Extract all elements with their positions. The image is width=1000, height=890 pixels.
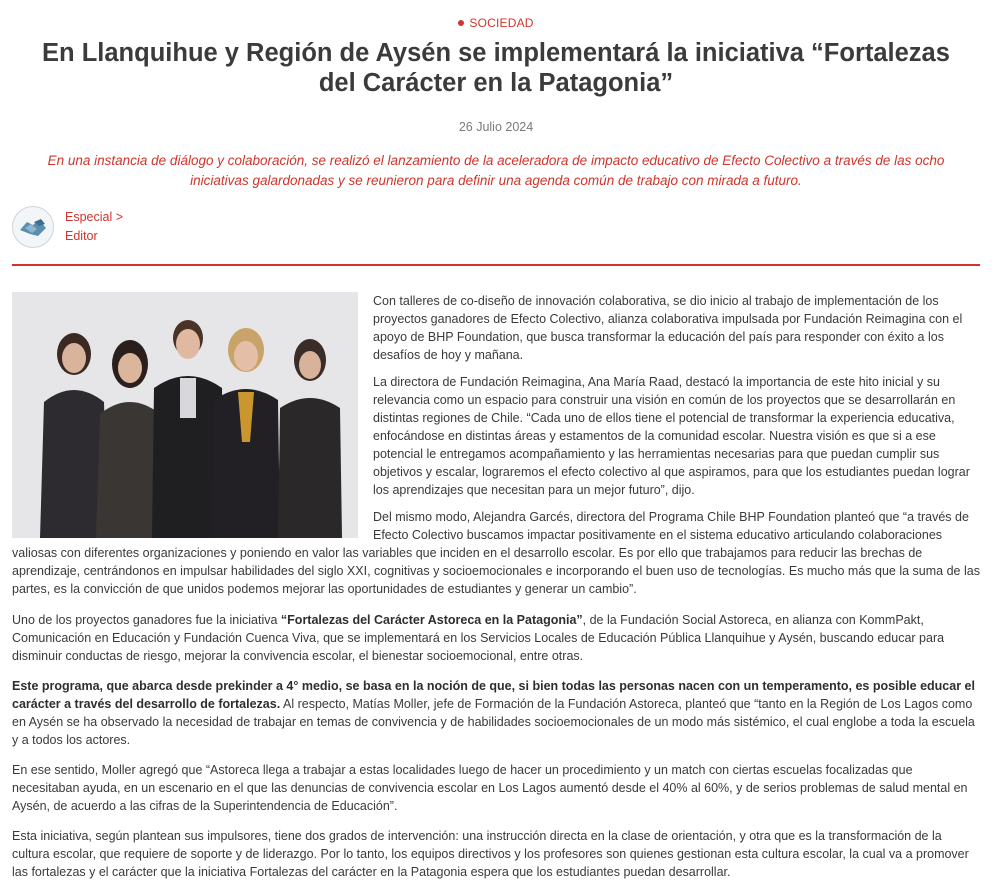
- paragraph: La directora de Fundación Reimagina, Ana María Raad, destacó la importancia de este hito inicial y su relevancia como un espacio para construir una visión en común de los proyectos que se desarrollarán en distintas regiones de Chile. “Cada uno de ellos tiene el potencial de transformar la experiencia educativa, enfocándose en distintas áreas y estamentos de la comunidad escolar. Nuestra visión es que si a ese potencial le entregamos acompañamiento y las herramientas necesarias para que puedan cumplir sus objetivos y escalar, lograremos el efecto colectivo al que aspiramos, para que los estudiantes puedan lograr los aprendizajes que necesitan para un mejor futuro”, dijo.: [373, 375, 970, 497]
- paragraph: En ese sentido, Moller agregó que “Astoreca llega a trabajar a estas localidades luego de hacer un procedimiento y un match con ciertas escuelas focalizadas que necesitaban ayuda, en un escenario en el que las denuncias de convivencia escolar en Los Lagos aumentó desde el 40% al 60%, y de serios problemas de salud mental en Aysén, de acuerdo a las cifras de la Superintendencia de Educación”.: [12, 763, 968, 813]
- author-role: Editor: [65, 229, 98, 243]
- bold-text: “Fortalezas del Carácter Astoreca en la Patagonia”: [280, 613, 583, 627]
- paragraph: Con talleres de co-diseño de innovación colaborativa, se dio inicio al trabajo de implementación de los proyectos ganadores de Efecto Colectivo, alianza colaborativa impulsada por Fundación Reimagina con el apoyo de BHP Foundation, que busca transformar la educación del país para responder con éxito a los desafíos de hoy y mañana.: [373, 294, 963, 362]
- category-link[interactable]: [12, 16, 980, 30]
- article-lead: En una instancia de diálogo y colaboración, se realizó el lanzamiento de la aceleradora de impacto educativo de Efecto Colectivo a través de las ocho iniciativas galardonadas y se reunieron para definir una agenda común de trabajo con mirada a futuro.: [47, 153, 945, 188]
- text-span: Al respecto, Matías Moller, jefe de Formación de la Fundación Astoreca, planteó que “tanto en la Región de Los Lagos como en Aysén se ha observado la necesidad de trabajar en temas de convivencia y de habilidades socioemocionales de un modo más sistémico, el cual englobe a toda la escuela y a todos los actores.: [12, 697, 975, 747]
- handshake-icon[interactable]: [12, 206, 54, 248]
- author-name-link[interactable]: Especial >: [65, 210, 124, 224]
- article-title: En Llanquihue y Región de Aysén se implementará la iniciativa “Fortalezas del Carácter en la Patagonia”: [42, 39, 950, 97]
- paragraph: Esta iniciativa, según plantean sus impulsores, tiene dos grados de intervención: una instrucción directa en la clase de orientación, y otra que es la transformación de la cultura escolar, que requiere de soporte y de liderazgo. Por lo tanto, los equipos directivos y los profesores son quienes gestionan esta cultura escolar, la cual va a promover las fortalezas y el carácter que la iniciativa Fortalezas del carácter en la Patagonia espera que los estudiantes puedan desarrollar.: [12, 829, 969, 879]
- paragraph: [12, 677, 980, 749]
- text-span: Uno de los proyectos ganadores fue la iniciativa: [12, 613, 281, 627]
- bullet-icon: [458, 20, 464, 26]
- publish-date: 26 Julio 2024: [458, 120, 534, 134]
- paragraph: Del mismo modo, Alejandra Garcés, directora del Programa Chile BHP Foundation planteó que “a través de Efecto Colectivo buscamos impactar positivamente en el sistema educativo articulando colaboraciones valiosas con diferentes organizaciones y poniendo en valor las variables que inciden en el desarrollo escolar. Es por ello que trabajamos para reducir las brechas de aprendizaje, centrándonos en impulsar habilidades del siglo XXI, cognitivas y socioemocionales e incorporando el buen uso de tecnologías. Es mucho más que la suma de las partes, es la convicción de que unidos podemos mejorar las oportunidades de estudiantes y generar un cambio”.: [12, 510, 980, 596]
- group-photo: [12, 292, 358, 538]
- category-label[interactable]: SOCIEDAD: [469, 16, 534, 30]
- article: [12, 0, 980, 879]
- text-span: , de la Fundación Social Astoreca, en alianza con KommPakt, Comunicación en Educación y Fundación Cuenca Viva, que se implementará en los Servicios Locales de Educación Pública Llanquihue y Aysén, buscando educar para disminuir conductas de riesgo, mejorar la convivencia escolar, el bienestar socioemocional, entre otras.: [12, 613, 945, 663]
- group-photo-icon: [12, 292, 358, 538]
- divider: [12, 264, 980, 266]
- article-body: [12, 292, 980, 890]
- paragraph: [12, 611, 980, 665]
- author-block: [12, 205, 123, 249]
- bold-text: Este programa, que abarca desde prekinder a 4° medio, se basa en la noción de que, si bien todas las personas nacen con un temperamento, es posible educar el carácter a través del desarrollo de fortalezas.: [12, 679, 975, 711]
